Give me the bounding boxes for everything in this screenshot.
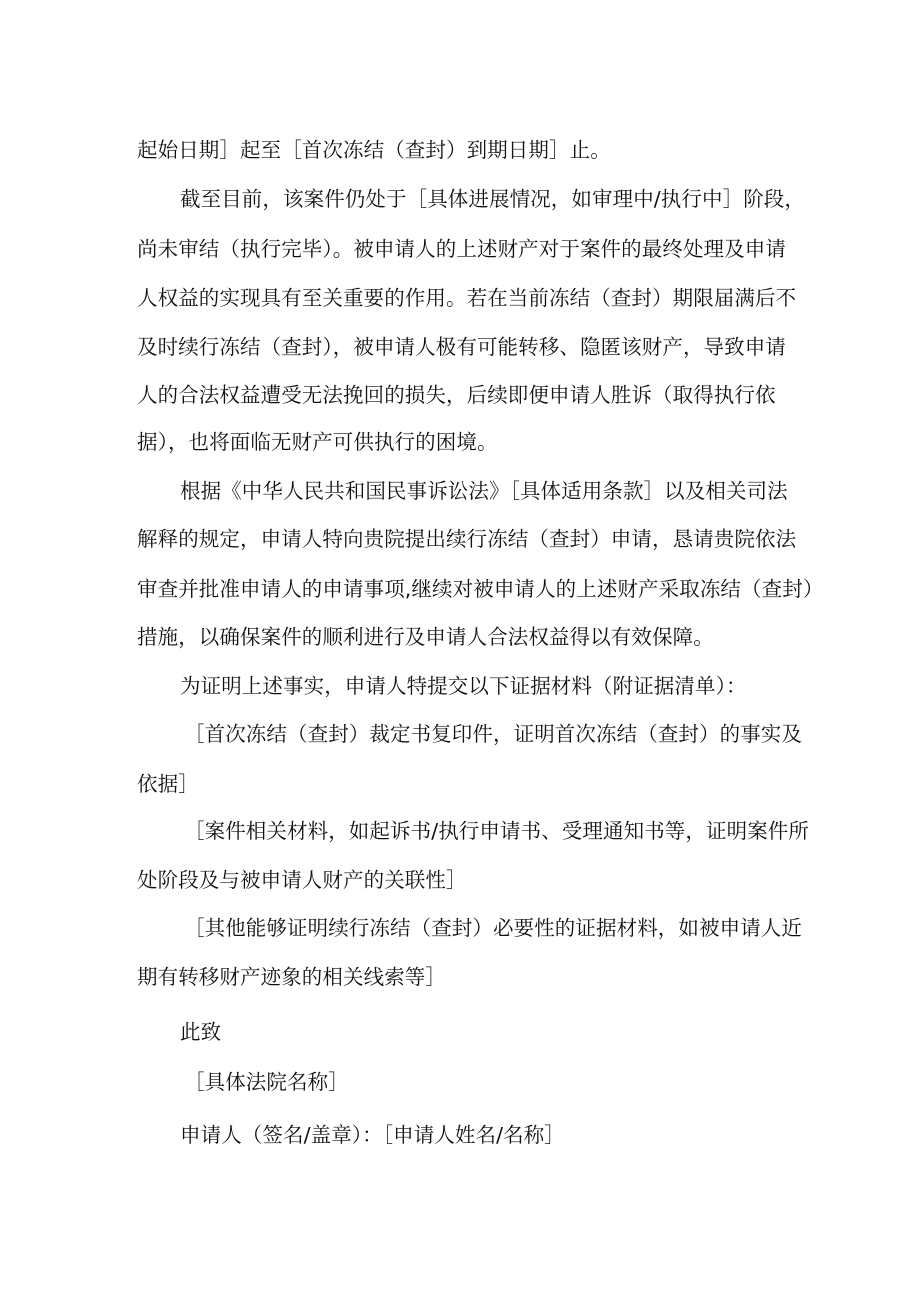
text-line: ［首次冻结（查封）裁定书复印件，证明首次冻结（查封）的事实及 [184, 722, 802, 746]
text-line: 据），也将面临无财产可供执行的困境。 [137, 430, 498, 454]
text-line: 解释的规定，申请人特向贵院提出续行冻结（查封）申请，恳请贵院依法 [137, 527, 797, 551]
text-line: ［案件相关材料，如起诉书/执行申请书、受理通知书等，证明案件所 [184, 819, 810, 843]
text-line: 为证明上述事实，申请人特提交以下证据材料（附证据清单）： [180, 674, 747, 698]
text-line: 依据］ [137, 772, 199, 796]
text-line: 人权益的实现具有至关重要的作用。若在当前冻结（查封）期限届满后不 [137, 286, 797, 310]
text-line: 起始日期］起至［首次冻结（查封）到期日期］止。 [137, 138, 611, 162]
text-line: 人的合法权益遭受无法挽回的损失，后续即便申请人胜诉（取得执行依 [137, 383, 776, 407]
text-line: 及时续行冻结（查封），被申请人极有可能转移、隐匿该财产，导致申请 [137, 335, 786, 359]
text-line: 期有转移财产迹象的相关线索等］ [137, 965, 446, 989]
text-line: ［具体法院名称］ [184, 1070, 349, 1094]
text-line: 措施，以确保案件的顺利进行及申请人合法权益得以有效保障。 [137, 625, 714, 649]
text-line: 截至目前，该案件仍处于［具体进展情况，如审理中/执行中］阶段， [180, 187, 806, 211]
text-line: ［其他能够证明续行冻结（查封）必要性的证据材料，如被申请人近 [184, 916, 802, 940]
text-line: 根据《中华人民共和国民事诉讼法》［具体适用条款］以及相关司法 [180, 479, 788, 503]
text-line: 审查并批准申请人的申请事项,继续对被申请人的上述财产采取冻结（查封） [137, 577, 824, 601]
text-line: 处阶段及与被申请人财产的关联性］ [137, 868, 467, 892]
text-line: 尚未审结（执行完毕）。被申请人的上述财产对于案件的最终处理及申请 [137, 237, 786, 261]
text-line: 此致 [180, 1020, 222, 1044]
text-line: 申请人（签名/盖章）：［申请人姓名/名称］ [180, 1123, 565, 1147]
